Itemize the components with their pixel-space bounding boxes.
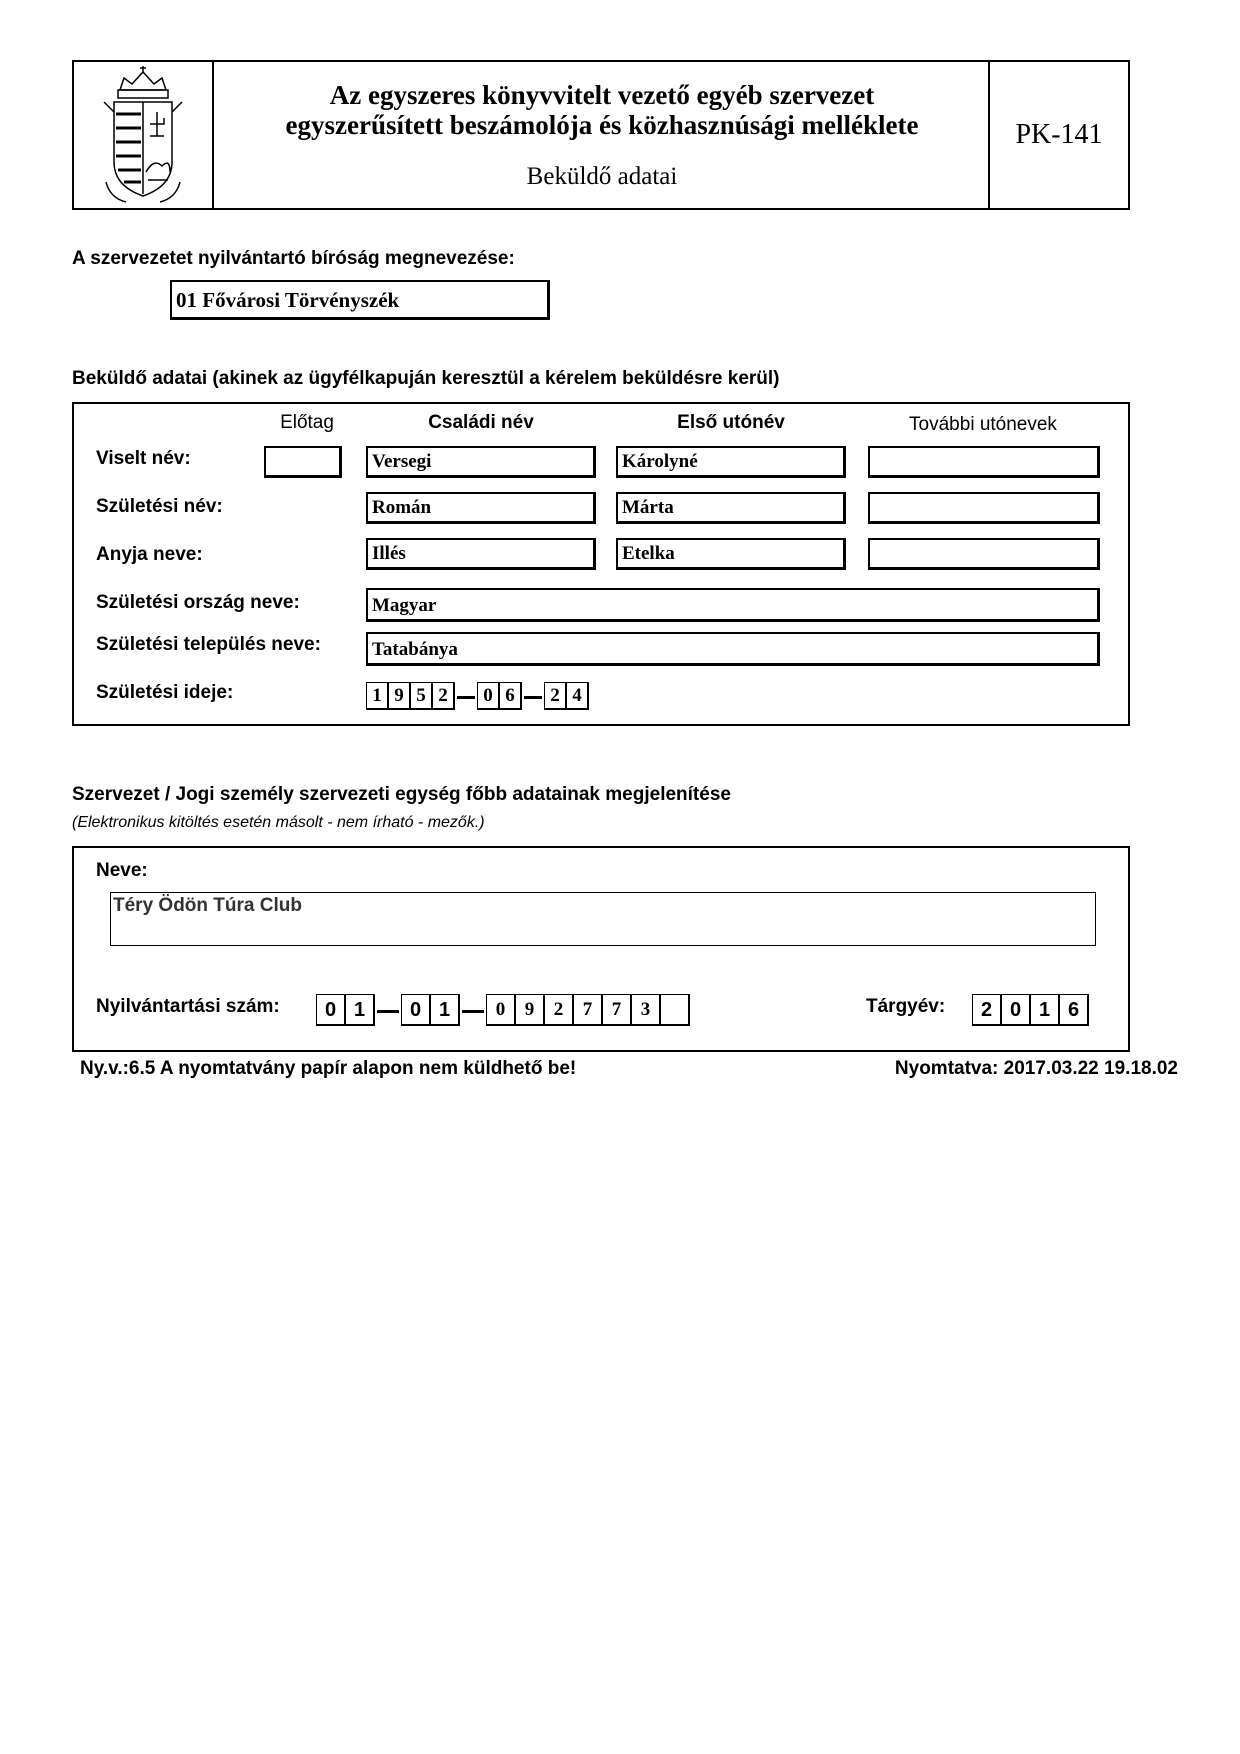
reg-digit: 2 [544,994,574,1026]
year-digit: 6 [1059,994,1089,1026]
logo-cell [74,62,214,208]
mother-family-name-field[interactable]: Illés [366,538,596,570]
reg-separator [462,1010,484,1013]
year-digit: 1 [1030,994,1060,1026]
mother-name-label: Anyja neve: [96,544,203,565]
version-note: Ny.v.:6.5 A nyomtatvány papír alapon nem küldhető be! [80,1058,577,1079]
birth-city-field[interactable]: Tatabánya [366,632,1100,666]
column-family-name: Családi név [428,412,534,433]
birth-month-digit[interactable]: 6 [499,682,522,710]
birth-day-digit[interactable]: 2 [544,682,567,710]
birth-date-label: Születési ideje: [96,682,234,703]
subject-year-label: Tárgyév: [866,996,946,1017]
column-other-names: További utónevek [909,414,1057,435]
reg-part-1 [316,994,375,1026]
birth-day [544,682,589,710]
current-name-label: Viselt név: [96,448,191,469]
reg-digit: 7 [573,994,603,1026]
column-prefix: Előtag [280,412,334,433]
sender-section-title: Beküldő adatai (akinek az ügyfélkapuján keresztül a kérelem beküldésre kerül) [72,368,780,389]
registration-number-label: Nyilvántartási szám: [96,996,280,1017]
reg-digit: 0 [401,994,431,1026]
birth-country-field[interactable]: Magyar [366,588,1100,622]
subject-year-field [972,994,1089,1026]
form-subtitle: Beküldő adatai [526,163,678,190]
year-digit: 2 [972,994,1002,1026]
reg-separator [377,1010,399,1013]
date-separator [524,696,542,699]
birth-month [477,682,522,710]
organization-name-label: Neve: [96,860,148,881]
form-title-line1: Az egyszeres könyvvitelt vezető egyéb szervezet [329,80,875,110]
birth-day-digit[interactable]: 4 [566,682,589,710]
column-first-name: Első utónév [677,412,785,433]
form-header [72,60,1130,210]
court-label: A szervezetet nyilvántartó bíróság megnevezése: [72,248,515,269]
mother-other-names-field[interactable] [868,538,1100,570]
reg-digit: 9 [515,994,545,1026]
printed-timestamp: Nyomtatva: 2017.03.22 19.18.02 [894,1058,1178,1079]
hungarian-coat-of-arms-icon [74,62,212,208]
year-digit: 0 [1001,994,1031,1026]
birth-city-label: Születési település neve: [96,634,321,655]
date-separator [457,696,475,699]
birth-other-names-field[interactable] [868,492,1100,524]
birth-country-label: Születési ország neve: [96,592,300,613]
reg-digit: 7 [602,994,632,1026]
organization-section-title: Szervezet / Jogi személy szervezeti egység főbb adatainak megjelenítése [72,784,731,805]
birth-first-name-field[interactable]: Márta [616,492,846,524]
form-title-line2: egyszerűsített beszámolója és közhasznúsági melléklete [285,110,919,140]
current-first-name-field[interactable]: Károlyné [616,446,846,478]
birth-year-digit[interactable]: 9 [388,682,411,710]
birth-year-digit[interactable]: 5 [410,682,433,710]
reg-part-2 [401,994,460,1026]
birth-year-digit[interactable]: 2 [432,682,455,710]
reg-digit [660,994,690,1026]
reg-digit: 0 [316,994,346,1026]
birth-name-label: Születési név: [96,496,223,517]
mother-first-name-field[interactable]: Etelka [616,538,846,570]
reg-digit: 1 [430,994,460,1026]
form-code: PK-141 [988,62,1128,208]
birth-date-field[interactable] [366,682,589,710]
birth-month-digit[interactable]: 0 [477,682,500,710]
birth-family-name-field[interactable]: Román [366,492,596,524]
reg-digit: 1 [345,994,375,1026]
birth-year [366,682,455,710]
reg-part-3 [486,994,690,1026]
birth-year-digit[interactable]: 1 [366,682,389,710]
current-other-names-field[interactable] [868,446,1100,478]
reg-digit: 3 [631,994,661,1026]
court-field[interactable]: 01 Fővárosi Törvényszék [170,280,550,320]
reg-digit: 0 [486,994,516,1026]
current-family-name-field[interactable]: Versegi [366,446,596,478]
organization-name-field: Téry Ödön Túra Club [110,892,1096,946]
registration-number-field [316,994,690,1026]
organization-note: (Elektronikus kitöltés esetén másolt - nem írható - mezők.) [72,814,485,831]
current-name-prefix-field[interactable] [264,446,342,478]
